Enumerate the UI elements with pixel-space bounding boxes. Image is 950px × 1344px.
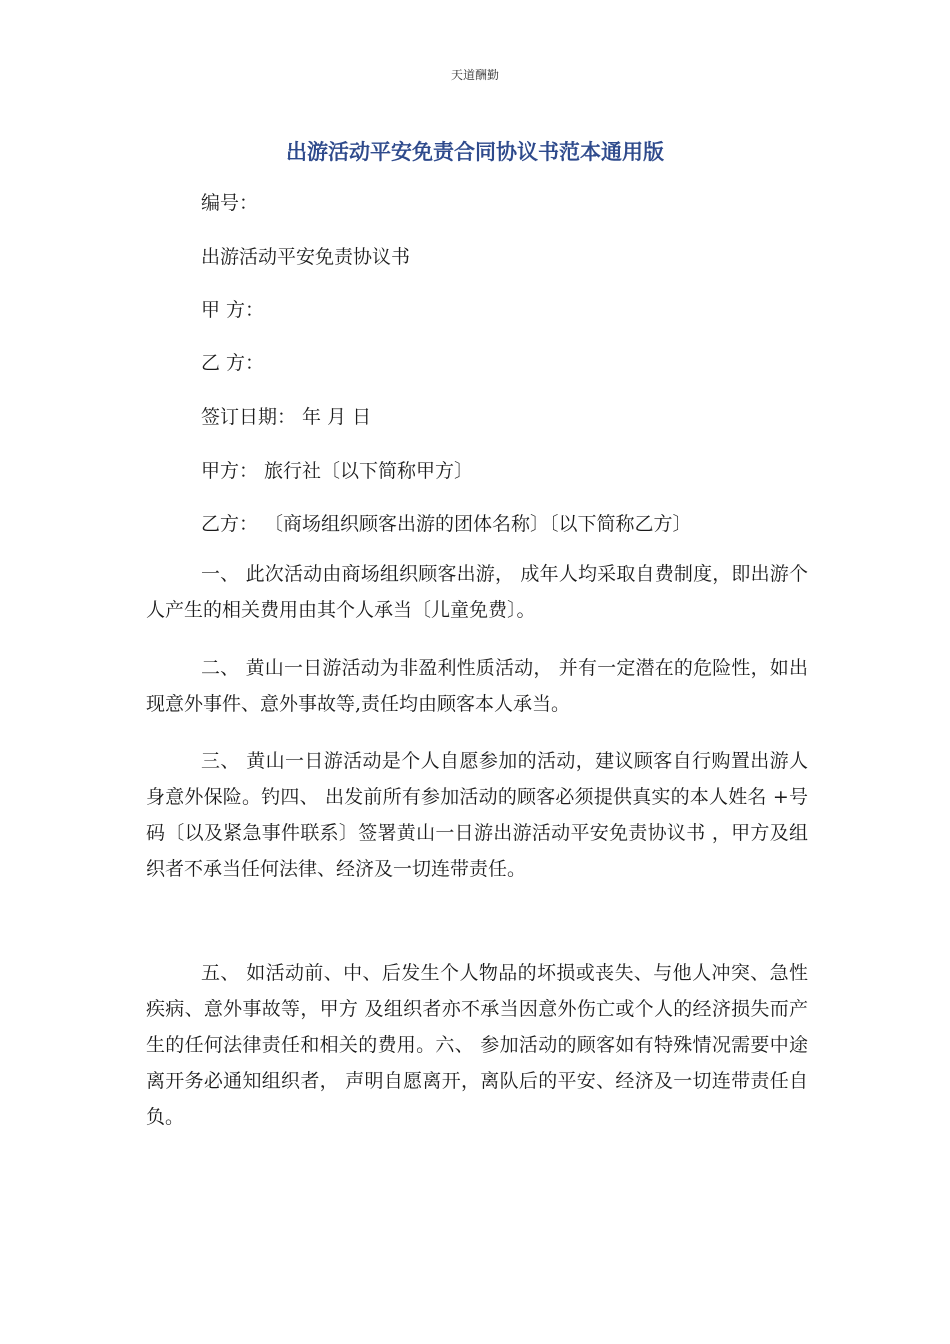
clause-paragraph-3: 三、 黄山一日游活动是个人自愿参加的活动，建议顾客自行购置出游人身意外保险。钓四、 出发前所有参加活动的顾客必须提供真实的本人姓名 +号码〔以及紧急事件联系〕签署黄山一日游出游活动平安免责协议书 ，甲方及组织者不承当任何法律、经济及一切连带责任。 — [146, 750, 808, 880]
page-header: 天道酬勤 — [450, 68, 499, 82]
number-label: 编号： — [201, 192, 259, 214]
clause-paragraph-2: 二、 黄山一日游活动为非盈利性质活动， 并有一定潜在的危险性，如出现意外事件、意外事故等,责任均由顾客本人承当。 — [146, 657, 808, 715]
agreement-subtitle: 出游活动平安免责协议书 — [201, 246, 411, 268]
document-title: 出游活动平安免责合同协议书范本通用版 — [286, 140, 664, 164]
clause-paragraph-1: 一、 此次活动由商场组织顾客出游， 成年人均采取自费制度，即出游个人产生的相关费用由其个人承当〔儿童免费〕。 — [146, 563, 808, 621]
party-b-label: 乙 方： — [201, 352, 265, 374]
party-b-description: 乙方： 〔商场组织顾客出游的团体名称〕〔以下简称乙方〕 — [201, 513, 692, 535]
party-a-label: 甲 方： — [201, 299, 265, 321]
sign-date: 签订日期： 年 月 日 — [201, 406, 372, 428]
clause-paragraph-4: 五、 如活动前、中、后发生个人物品的坏损或丧失、与他人冲突、急性疾病、意外事故等，甲方 及组织者亦不承当因意外伤亡或个人的经济损失而产生的任何法律责任和相关的费用。六、 参加活动的顾客如有特殊情况需要中途离开务必通知组织者， 声明自愿离开，离队后的平安、经济及一切连带责任自负。 — [146, 962, 808, 1128]
party-a-description: 甲方： 旅行社〔以下简称甲方〕 — [201, 460, 474, 482]
